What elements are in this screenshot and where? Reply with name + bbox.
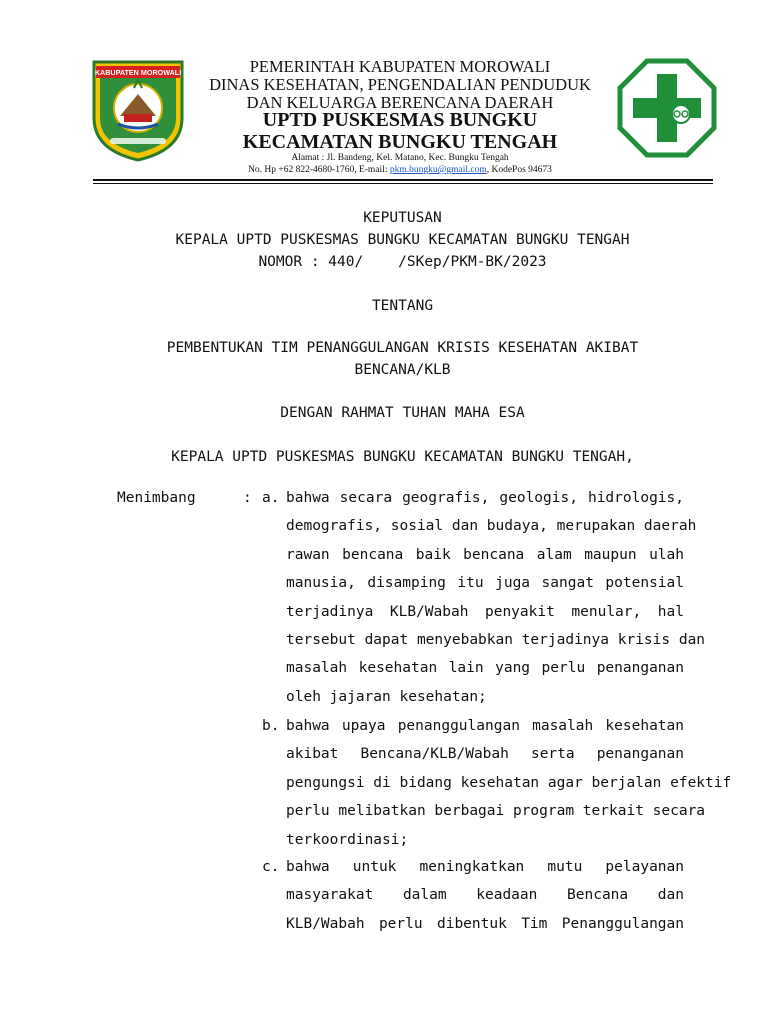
contact-prefix: No. Hp +62 822-4680-1760, E-mail: [248, 165, 390, 175]
menimbang-item [286, 712, 732, 854]
subject-line-2: BENCANA/KLB [354, 362, 451, 378]
title-keputusan: KEPUTUSAN [363, 210, 442, 226]
header-contact [190, 164, 610, 176]
title-nomor: NOMOR : 440/ /SKep/PKM-BK/2023 [258, 254, 547, 270]
menimbang-line: akibat Bencana/KLB/Wabah serta penanganan [286, 746, 684, 763]
menimbang-line: bahwa secara geografis, geologis, hidrologis, [286, 490, 684, 506]
menimbang-line: terjadinya KLB/Wabah penyakit menular, hal [286, 603, 684, 620]
header-address: Alamat : Jl. Bandeng, Kel. Matano, Kec. Bungku Tengah [291, 153, 509, 163]
puskesmas-logo-icon [617, 58, 717, 158]
rahmat-line: DENGAN RAHMAT TUHAN MAHA ESA [280, 405, 525, 421]
menimbang-line: manusia, disamping itu juga sangat potensial [286, 575, 684, 592]
menimbang-line: masyarakat dalam keadaan Bencana dan [286, 887, 684, 904]
menimbang-label: Menimbang [117, 490, 196, 506]
header-line-4: UPTD PUSKESMAS BUNGKU [262, 109, 538, 131]
menimbang-item [286, 484, 706, 711]
menimbang-line: oleh jajaran kesehatan; [286, 688, 487, 705]
menimbang-line: KLB/Wabah perlu dibentuk Tim Penanggulangan [286, 915, 684, 932]
menimbang-line: bahwa upaya penanggulangan masalah kesehatan [286, 718, 684, 734]
menimbang-line: masalah kesehatan lain yang perlu penanganan [286, 660, 684, 677]
menimbang-line: pengungsi di bidang kesehatan agar berjalan efektif [286, 774, 732, 791]
header-divider-thin [93, 183, 713, 184]
header-line-1: PEMERINTAH KABUPATEN MOROWALI [249, 57, 551, 76]
email-link[interactable]: pkm.bungku@gmail.com [389, 165, 487, 175]
morowali-emblem-icon [90, 58, 186, 162]
menimbang-item [286, 853, 684, 938]
menimbang-colon: : [243, 490, 252, 506]
contact-suffix: , KodePos 94673 [486, 165, 552, 175]
menimbang-line: tersebut dapat menyebabkan terjadinya krisis dan [286, 631, 706, 648]
emblem-banner-text: KABUPATEN MOROWALI [94, 68, 182, 77]
menimbang-marker: b. [262, 718, 280, 734]
menimbang-line: rawan bencana baik bencana alam maupun ulah [286, 546, 684, 563]
menimbang-line: bahwa untuk meningkatkan mutu pelayanan [286, 859, 684, 875]
menimbang-marker: c. [262, 859, 280, 875]
subject-line-1: PEMBENTUKAN TIM PENANGGULANGAN KRISIS KESEHATAN AKIBAT [166, 340, 639, 356]
title-tentang: TENTANG [371, 298, 434, 314]
menimbang-marker: a. [262, 490, 280, 506]
menimbang-line: terkoordinasi; [286, 831, 409, 848]
header-line-5: KECAMATAN BUNGKU TENGAH [242, 131, 558, 153]
header-divider [93, 179, 713, 181]
menimbang-line: demografis, sosial dan budaya, merupakan daerah [286, 518, 697, 535]
menimbang-line: perlu melibatkan berbagai program terkait secara [286, 803, 706, 820]
header-line-3: DAN KELUARGA BERENCANA DAERAH [246, 93, 554, 112]
kepala-heading: KEPALA UPTD PUSKESMAS BUNGKU KECAMATAN BUNGKU TENGAH, [171, 449, 634, 465]
header-line-2: DINAS KESEHATAN, PENGENDALIAN PENDUDUK [209, 75, 591, 94]
title-kepala: KEPALA UPTD PUSKESMAS BUNGKU KECAMATAN BUNGKU TENGAH [175, 232, 630, 248]
